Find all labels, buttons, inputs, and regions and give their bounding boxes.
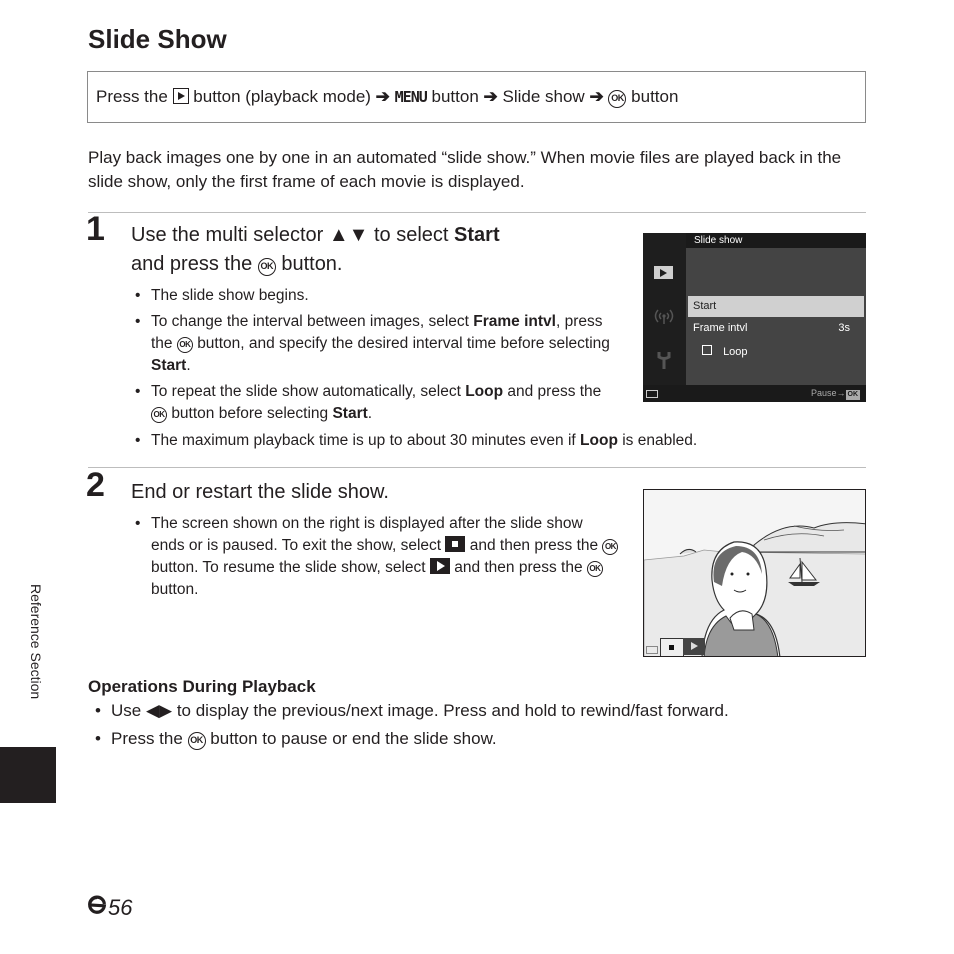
section-label-text: Reference Section	[28, 584, 44, 700]
bullet-text: button, and specify the desired interval time before selecting	[197, 335, 610, 352]
menu-item-start[interactable]: Start	[688, 296, 864, 317]
ok-icon: OK	[258, 258, 276, 276]
step-number-1: 1	[86, 210, 105, 248]
pause-label: Pause	[810, 388, 837, 398]
playback-button-icon	[173, 88, 189, 104]
bullet-text: Press the	[111, 729, 183, 748]
nav-arrow-2: ➔	[483, 87, 498, 106]
nav-menu-button: button	[431, 87, 479, 106]
bullet-text: button before selecting	[171, 405, 329, 422]
ok-icon: OK	[587, 561, 603, 577]
divider	[88, 467, 866, 468]
bullet-text: To repeat the slide show automatically, select	[151, 383, 461, 400]
bullet-text: The maximum playback time is up to about 30 minutes even if	[151, 432, 576, 449]
reference-e-icon	[86, 893, 108, 915]
bullet-text: Use ◀▶ to display the previous/next image. Press and hold to rewind/fast forward.	[111, 701, 729, 720]
bullet-text: button to pause or end the slide show.	[210, 729, 497, 748]
step-1-t3: button.	[281, 253, 343, 275]
nav-slideshow: Slide show	[502, 87, 585, 106]
menu-item-frame-intvl[interactable]	[688, 318, 864, 339]
step-1-title	[131, 221, 601, 279]
portrait-illustration	[644, 490, 866, 657]
bold-term: Start	[151, 357, 187, 374]
list-item: • To change the interval between images, select Frame intvl, press the OK button, and specify the desired interval time before selecting Start.	[133, 311, 613, 377]
operations-heading: Operations During Playback	[88, 677, 316, 696]
step-1-t2: and press the	[131, 253, 253, 275]
ok-icon: OK	[602, 539, 618, 555]
bullet-text: , press the	[151, 313, 603, 352]
list-item	[133, 285, 613, 307]
list-item: • To repeat the slide show automatically, select Loop and press the OK button before selecting Start.	[133, 381, 613, 425]
step-1-start: Start	[454, 224, 500, 246]
camera-menu-screen	[643, 233, 866, 402]
step-1-bullets-wide	[133, 430, 873, 456]
ok-icon: OK	[177, 337, 193, 353]
paused-slideshow-photo	[643, 489, 866, 657]
section-label	[14, 584, 44, 734]
page-number	[86, 893, 132, 921]
bullet-text: is enabled.	[622, 432, 698, 449]
intro-paragraph: Play back images one by one in an automated “slide show.” When movie files are played back in the slide show, only the first frame of each movie is displayed.	[88, 148, 842, 191]
stop-icon	[445, 536, 465, 552]
pause-hint: Pause→ OK	[810, 388, 858, 398]
ok-icon: OK	[151, 407, 167, 423]
divider	[88, 212, 866, 213]
step-1-t1: Use the multi selector ▲▼ to select	[131, 224, 449, 246]
nav-press: Press the	[96, 87, 168, 106]
bold-term: Loop	[580, 432, 618, 449]
page-title: Slide Show	[88, 24, 227, 54]
bold-term: Frame intvl	[473, 313, 556, 330]
battery-icon	[646, 646, 658, 654]
loop-label: Loop	[723, 346, 748, 358]
section-tab	[0, 747, 56, 803]
checkbox-icon[interactable]	[702, 345, 712, 355]
menu-icon: MENU	[394, 88, 427, 106]
frame-intvl-value: 3s	[838, 322, 850, 334]
bullet-text: button.	[151, 581, 199, 598]
bullet-text: and then press the	[469, 537, 599, 554]
ok-icon: OK	[608, 90, 626, 108]
bullet-text: The screen shown on the right is displayed after the slide show ends or is paused. To exit the show, select	[151, 515, 583, 554]
nav-ok-button: button	[631, 87, 679, 106]
navigation-path-box	[87, 71, 866, 123]
step-number-2: 2	[86, 466, 105, 504]
nav-arrow-3: ➔	[589, 87, 604, 106]
bullet-text: button. To resume the slide show, select	[151, 559, 426, 576]
bullet-text: The slide show begins.	[151, 287, 309, 304]
step-2-title: End or restart the slide show.	[131, 481, 389, 503]
operations-bullets	[93, 699, 873, 755]
photo-play-button[interactable]	[683, 638, 705, 655]
frame-intvl-label: Frame intvl	[693, 322, 748, 334]
wrench-icon	[655, 350, 673, 370]
play-icon	[430, 558, 450, 574]
camera-menu-title: Slide show	[686, 233, 866, 248]
nav-arrow-1: ➔	[375, 87, 390, 106]
playback-menu-icon	[654, 266, 673, 279]
step-1-bullets	[133, 285, 613, 429]
page-number-text: 56	[108, 895, 133, 920]
ok-icon: OK	[188, 732, 206, 750]
list-item	[133, 513, 619, 601]
battery-icon	[646, 390, 658, 398]
ok-icon: OK	[847, 391, 858, 398]
bold-term: Start	[332, 405, 368, 422]
wireless-icon	[652, 307, 676, 325]
step-2-bullets	[133, 513, 619, 605]
nav-playback: button (playback mode)	[193, 87, 371, 106]
bold-term: Loop	[465, 383, 504, 400]
bullet-text: and then press the	[454, 559, 583, 576]
bullet-text: and press the	[507, 383, 602, 400]
photo-stop-button[interactable]	[660, 638, 684, 657]
bullet-text: To change the interval between images, select	[151, 313, 469, 330]
list-item	[93, 699, 873, 723]
list-item	[93, 727, 873, 751]
menu-item-loop[interactable]	[688, 342, 864, 363]
list-item	[133, 430, 873, 452]
